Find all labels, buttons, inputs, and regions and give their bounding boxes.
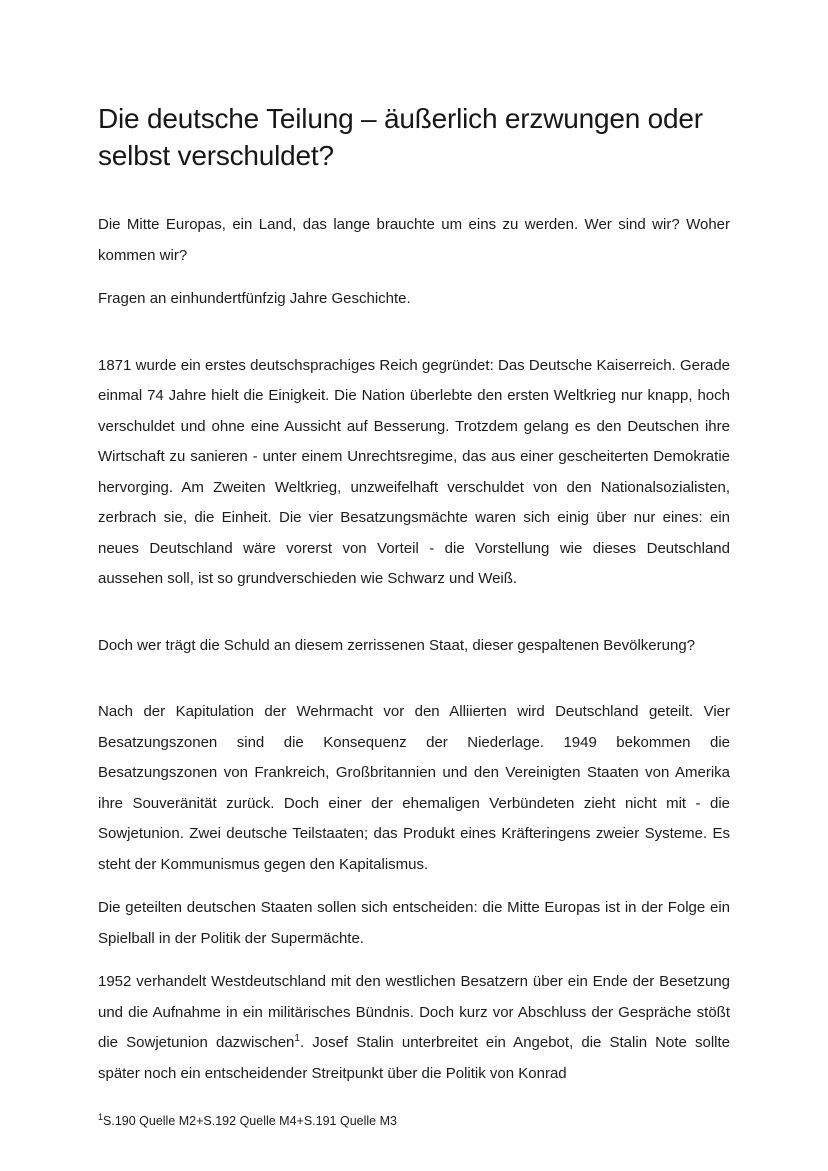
footnote-marker: 1 bbox=[98, 1111, 104, 1122]
body-paragraph-stalin-note bbox=[98, 967, 730, 1089]
body-paragraph-spielball: Die geteilten deutschen Staaten sollen sich entscheiden: die Mitte Europas ist in der Folge ein Spielball in der Politik der Supermächte. bbox=[98, 899, 730, 947]
intro-paragraph-1: Die Mitte Europas, ein Land, das lange brauchte um eins zu werden. Wer sind wir? Woher kommen wir? bbox=[98, 216, 730, 264]
intro-paragraph-2: Fragen an einhundertfünfzig Jahre Geschichte. bbox=[98, 290, 411, 307]
question-paragraph: Doch wer trägt die Schuld an diesem zerrissenen Staat, dieser gespaltenen Bevölkerung? bbox=[98, 636, 696, 654]
body-paragraph-kaiserreich: 1871 wurde ein erstes deutschsprachiges Reich gegründet: Das Deutsche Kaiserreich. Gerade einmal 74 Jahre hielt die Einigkeit. Die Nation überlebte den ersten Weltkrieg nur knapp, hoch verschuldet und ohne eine Aussicht auf Besserung. Trotzdem gelang es den Deutschen ihre Wirtschaft zu sanieren - unter einem Unrechtsregime, das aus einer gescheiterten Demokratie hervorging. Am Zweiten Weltkrieg, unzweifelhaft verschuldet von den Nationalsozialisten, zerbrach sie, die Einheit. Die vier Besatzungsmächte waren sich einig über nur eines: ein neues Deutschland wäre vorerst von Vorteil - die Vorstellung wie dieses Deutschland aussehen soll, ist so grundverschieden wie Schwarz und Weiß. bbox=[98, 356, 730, 587]
footnote-reference-marker: 1 bbox=[294, 1033, 300, 1044]
body-paragraph-kapitulation: Nach der Kapitulation der Wehrmacht vor den Alliierten wird Deutschland geteilt. Vier Besatzungszonen sind die Konsequenz der Niederlage. 1949 bekommen die Besatzungszonen von Frankreich, Großbritannien und den Vereinigten Staaten von Amerika ihre Souveränität zurück. Doch einer der ehemaligen Verbündeten zieht nicht mit - die Sowjetunion. Zwei deutsche Teilstaaten; das Produkt eines Kräfteringens zweier Systeme. Es steht der Kommunismus gegen den Kapitalismus. bbox=[98, 703, 730, 873]
paragraph-text-after-reference: . Josef Stalin unterbreitet ein Angebot, die Stalin Note sollte später noch ein entscheidender Streitpunkt über die Politik von Konrad bbox=[98, 1034, 730, 1082]
footnote-text: S.190 Quelle M2+S.192 Quelle M4+S.191 Quelle M3 bbox=[103, 1114, 397, 1128]
footnote bbox=[98, 1113, 397, 1129]
paragraph-text-before-reference: 1952 verhandelt Westdeutschland mit den westlichen Besatzern über ein Ende der Besetzung und die Aufnahme in ein militärisches Bündnis. Doch kurz vor Abschluss der Gespräche stößt die Sowjetunion dazwischen bbox=[98, 973, 730, 1051]
document-title: Die deutsche Teilung – äußerlich erzwungen oder selbst verschuldet? bbox=[98, 103, 703, 171]
